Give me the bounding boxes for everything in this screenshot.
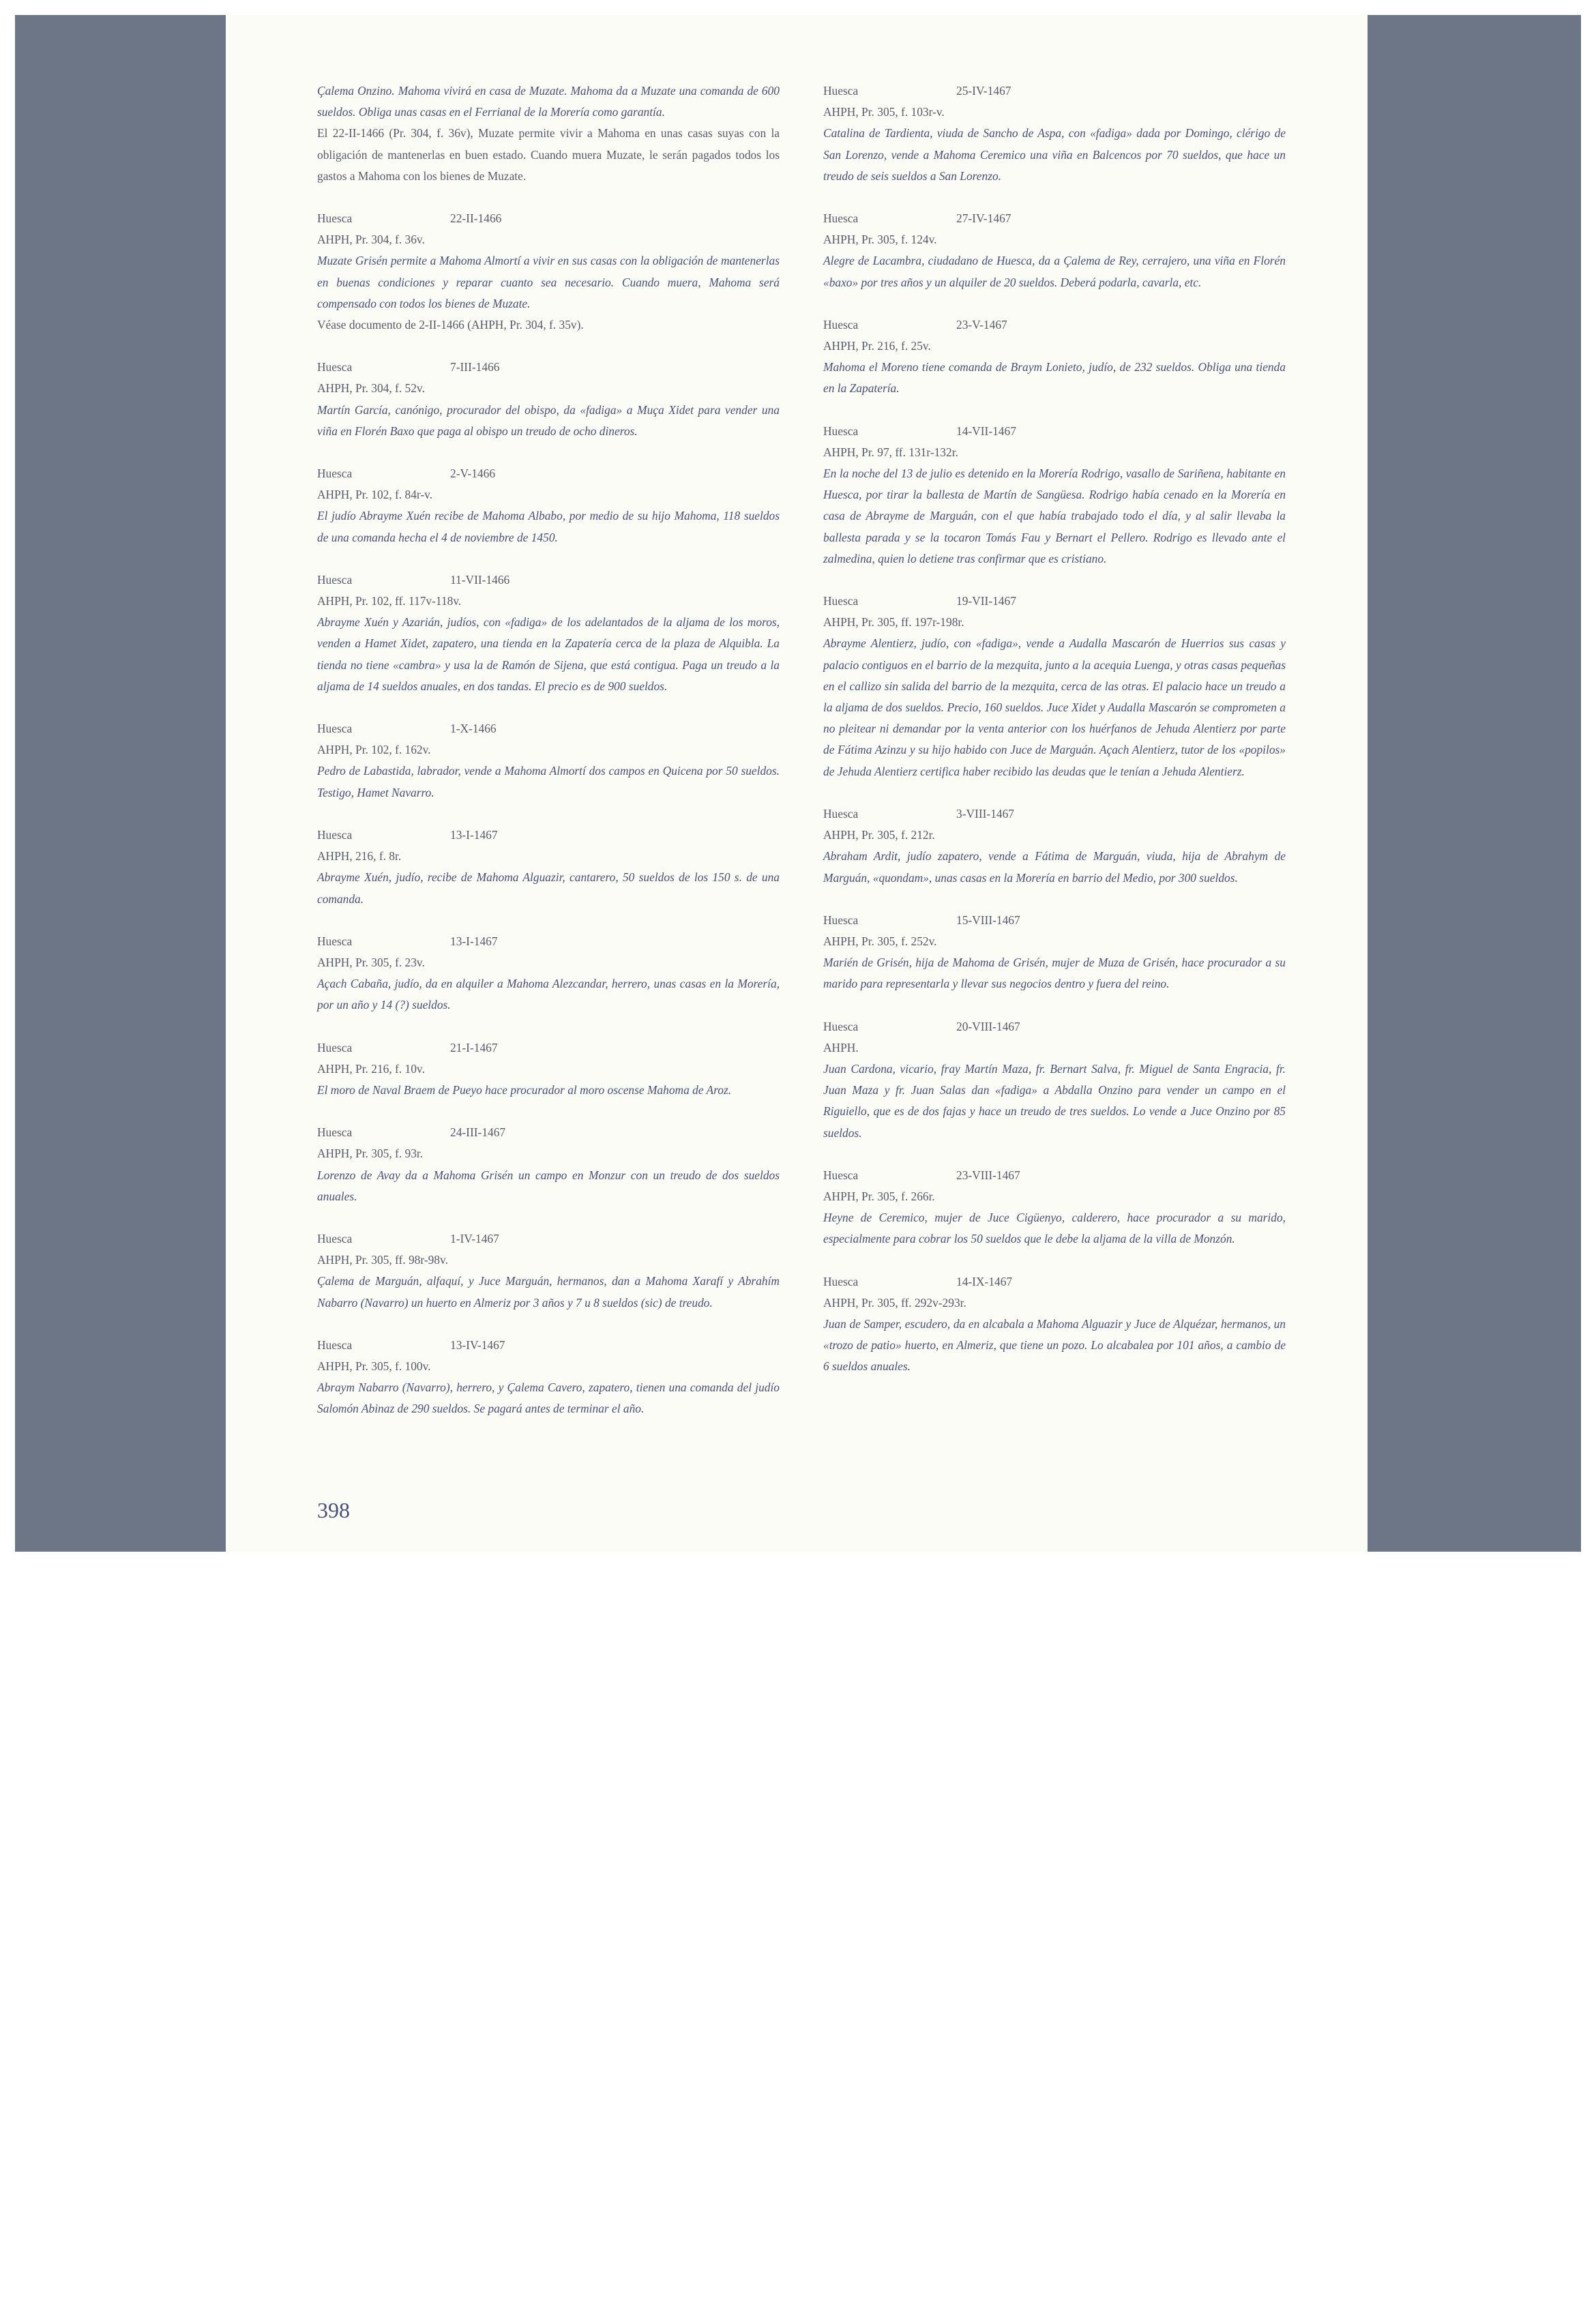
entry-summary: Muzate Grisén permite a Mahoma Almortí a vivir en sus casas con la obligación de mantenerlas en buenas condiciones y reparar cuanto sea necesario. Cuando muera, Mahoma será compensado con todos los bienes de Muzate. (317, 254, 780, 310)
entry-archive-reference: AHPH, Pr. 305, f. 100v. (317, 1359, 431, 1373)
entry-summary: El judío Abrayme Xuén recibe de Mahoma Albabo, por medio de su hijo Mahoma, 118 sueldos de una comanda hecha el 4 de noviembre de 1450. (317, 509, 780, 544)
entry-summary: Abraym Nabarro (Navarro), herrero, y Çalema Cavero, zapatero, tienen una comanda del judío Salomón Abinaz de 290 sueldos. Se pagará antes de terminar el año. (317, 1380, 780, 1416)
entry-archive-reference: AHPH, Pr. 305, ff. 98r-98v. (317, 1253, 448, 1267)
entry-place: Huesca (823, 806, 859, 821)
document-entry (317, 1228, 780, 1314)
entry-summary: El moro de Naval Braem de Pueyo hace procurador al moro oscense Mahoma de Aroz. (317, 1082, 732, 1097)
entry-date: 7-III-1466 (450, 360, 500, 374)
document-entry (823, 314, 1286, 400)
entry-archive-reference: AHPH, Pr. 305, ff. 292v-293r. (823, 1295, 966, 1310)
entry-place: Huesca (823, 84, 859, 98)
document-entry (823, 80, 1286, 187)
right-column (823, 80, 1286, 1378)
entry-header (823, 910, 1286, 931)
document-entry (317, 208, 780, 336)
entry-place: Huesca (317, 934, 353, 948)
entry-archive-reference: AHPH. (823, 1040, 859, 1054)
entry-header (317, 718, 780, 739)
entry-archive-reference: AHPH, Pr. 305, f. 103r-v. (823, 105, 945, 119)
entry-place: Huesca (317, 1125, 353, 1140)
entry-date: 1-IV-1467 (450, 1231, 499, 1245)
intro-paragraph: Çalema Onzino. Mahoma vivirá en casa de Muzate. Mahoma da a Muzate una comanda de 600 sueldos. Obliga unas casas en el Ferrianal de la Morería como garantía. (317, 84, 780, 119)
entry-header (823, 1016, 1286, 1037)
entry-summary: Alegre de Lacambra, ciudadano de Huesca, da a Çalema de Rey, cerrajero, una viña en Florén «baxo» por tres años y un alquiler de 20 sueldos. Deberá podarla, cavarla, etc. (823, 254, 1286, 289)
entry-date: 25-IV-1467 (956, 84, 1011, 98)
intro-paragraph: El 22-II-1466 (Pr. 304, f. 36v), Muzate permite vivir a Mahoma en unas casas suyas con la obligación de mantenerlas en buen estado. Cuando muera Muzate, le serán pagados todos los gastos a Mahoma con los bienes de Muzate. (317, 126, 780, 183)
entry-summary: Véase documento de 2-II-1466 (AHPH, Pr. 304, f. 35v). (317, 318, 584, 332)
entry-archive-reference: AHPH, Pr. 305, f. 124v. (823, 233, 937, 247)
entry-header (317, 1335, 780, 1356)
entry-header (317, 1037, 780, 1059)
document-entry (823, 591, 1286, 782)
entry-date: 13-I-1467 (450, 827, 498, 842)
document-entry (317, 1037, 780, 1102)
entry-summary: Abrayme Xuén, judío, recibe de Mahoma Alguazir, cantarero, 50 sueldos de los 150 s. de una comanda. (317, 870, 780, 906)
entry-place: Huesca (823, 1168, 859, 1182)
entry-place: Huesca (823, 913, 859, 927)
entry-archive-reference: AHPH, Pr. 305, f. 212r. (823, 828, 935, 842)
document-entry (823, 208, 1286, 293)
entry-archive-reference: AHPH, Pr. 216, f. 10v. (317, 1061, 425, 1076)
entry-date: 13-IV-1467 (450, 1338, 505, 1352)
left-intro (317, 80, 780, 187)
entry-date: 15-VIII-1467 (956, 913, 1020, 927)
entry-date: 19-VII-1467 (956, 594, 1016, 608)
entry-date: 3-VIII-1467 (956, 806, 1014, 821)
entry-place: Huesca (317, 211, 353, 226)
page-number: 398 (317, 1498, 350, 1522)
entry-header (823, 80, 1286, 102)
entry-archive-reference: AHPH, Pr. 97, ff. 131r-132r. (823, 445, 958, 459)
entry-archive-reference: AHPH, Pr. 304, f. 36v. (317, 233, 425, 247)
entry-place: Huesca (317, 360, 353, 374)
entry-header (317, 208, 780, 229)
entry-summary: Açach Cabaña, judío, da en alquiler a Mahoma Alezcandar, herrero, unas casas en la Morería, por un año y 14 (?) sueldos. (317, 977, 780, 1012)
entry-summary: Mahoma el Moreno tiene comanda de Braym Lonieto, judío, de 232 sueldos. Obliga una tienda en la Zapatería. (823, 360, 1286, 396)
entry-date: 13-I-1467 (450, 934, 498, 948)
entry-date: 27-IV-1467 (956, 211, 1011, 226)
document-entry (317, 931, 780, 1016)
entry-archive-reference: AHPH, Pr. 305, f. 93r. (317, 1147, 424, 1161)
document-entry (823, 1016, 1286, 1144)
entry-date: 2-V-1466 (450, 467, 496, 481)
document-entry (317, 1335, 780, 1420)
entry-header (317, 357, 780, 378)
document-entry (823, 1271, 1286, 1378)
entry-date: 14-VII-1467 (956, 424, 1016, 438)
document-entry (823, 910, 1286, 995)
entry-archive-reference: AHPH, Pr. 305, f. 266r. (823, 1189, 935, 1203)
entry-place: Huesca (317, 722, 353, 736)
entry-summary: Martín García, canónigo, procurador del obispo, da «fadiga» a Muça Xidet para vender una viña en Florén Baxo que paga al obispo un treudo de ocho dineros. (317, 402, 780, 438)
entry-summary: Abrayme Alentierz, judío, con «fadiga», vende a Audalla Mascarón de Huerrios sus casas y palacio contiguos en el barrio de la mezquita, junto a la acequia Luenga, y otras casas pequeñas en el callizo sin salida del barrio de la mezquita, cerca de las otras. El palacio hace un treudo a la aljama de dos sueldos. Precio, 160 sueldos. Juce Xidet y Audalla Mascarón se comprometen a no pleitear ni demandar por la venta anterior con los huérfanos de Jehuda Alentierz por parte de Fátima Azinzu y su hijo habido con Juce de Marguán. Açach Alentierz, tutor de los «popilos» de Jehuda Alentierz certifica haber recibido las deudas que le tenían a Jehuda Alentierz. (823, 636, 1286, 778)
entry-place: Huesca (317, 467, 353, 481)
entry-archive-reference: AHPH, Pr. 102, f. 162v. (317, 743, 431, 757)
entry-date: 11-VII-1466 (450, 572, 510, 587)
document-entry (317, 1122, 780, 1207)
entry-summary: Çalema de Marguán, alfaquí, y Juce Marguán, hermanos, dan a Mahoma Xarafí y Abrahím Nabarro (Navarro) un huerto en Almeriz por 3 años y 7 u 8 sueldos (sic) de treudo. (317, 1274, 780, 1310)
document-entry (317, 825, 780, 910)
entry-place: Huesca (317, 1338, 353, 1352)
entry-archive-reference: AHPH, Pr. 304, f. 52v. (317, 381, 425, 396)
entry-date: 20-VIII-1467 (956, 1019, 1020, 1033)
entry-header (317, 825, 780, 846)
entry-header (317, 463, 780, 484)
entry-header (317, 1122, 780, 1143)
entry-archive-reference: AHPH, Pr. 305, f. 23v. (317, 955, 425, 969)
entry-place: Huesca (317, 572, 353, 587)
entry-place: Huesca (823, 1019, 859, 1033)
entry-header (823, 1165, 1286, 1186)
entry-header (823, 591, 1286, 612)
left-column (317, 80, 780, 1420)
entry-archive-reference: AHPH, Pr. 305, ff. 197r-198r. (823, 615, 964, 630)
entry-place: Huesca (317, 1040, 353, 1054)
entry-place: Huesca (823, 424, 859, 438)
document-entry (823, 421, 1286, 570)
entry-summary: Pedro de Labastida, labrador, vende a Mahoma Almortí dos campos en Quicena por 50 sueldos. Testigo, Hamet Navarro. (317, 764, 780, 799)
entry-date: 1-X-1466 (450, 722, 497, 736)
entry-header (317, 1228, 780, 1250)
entry-header (317, 570, 780, 591)
entry-header (823, 421, 1286, 442)
entry-place: Huesca (317, 1231, 353, 1245)
document-entry (317, 570, 780, 697)
right-entries (823, 80, 1286, 1378)
entry-summary: Juan de Samper, escudero, da en alcabala a Mahoma Alguazir y Juce de Alquézar, hermanos, un «trozo de patio» huerto, en Almeriz, que tiene un pozo. Lo alcabalea por 101 años, a cambio de 6 sueldos anuales. (823, 1316, 1286, 1374)
entry-date: 23-VIII-1467 (956, 1168, 1020, 1182)
entry-archive-reference: AHPH, Pr. 216, f. 25v. (823, 339, 931, 353)
entry-header (823, 208, 1286, 229)
entry-header (823, 314, 1286, 336)
entry-date: 24-III-1467 (450, 1125, 506, 1140)
entry-summary: Abraham Ardit, judío zapatero, vende a Fátima de Marguán, viuda, hija de Abrahym de Marguán, «quondam», unas casas en la Morería en barrio del Medio, por 300 sueldos. (823, 849, 1286, 885)
entry-place: Huesca (317, 827, 353, 842)
entry-date: 21-I-1467 (450, 1040, 498, 1054)
entry-date: 22-II-1466 (450, 211, 502, 226)
entry-place: Huesca (823, 211, 859, 226)
entry-summary: Heyne de Ceremico, mujer de Juce Cigüenyo, calderero, hace procurador a su marido, especialmente para cobrar los 50 sueldos que le debe la aljama de la villa de Monzón. (823, 1211, 1286, 1246)
entry-archive-reference: AHPH, 216, f. 8r. (317, 849, 402, 863)
entry-summary: Abrayme Xuén y Azarián, judíos, con «fadiga» de los adelantados de la aljama de los moros, venden a Hamet Xidet, zapatero, una tienda en la Zapatería cerca de la plaza de Alquibla. La tienda no tiene «cambra» y usa la de Ramón de Sijena, que está contigua. Paga un treudo a la aljama de 14 sueldos anuales, en dos tandas. El precio es de 900 sueldos. (317, 615, 780, 693)
entry-archive-reference: AHPH, Pr. 102, f. 84r-v. (317, 488, 433, 502)
left-entries (317, 208, 780, 1420)
entry-date: 14-IX-1467 (956, 1274, 1013, 1288)
entry-header (823, 1271, 1286, 1293)
document-entry (317, 463, 780, 548)
entry-summary: Marién de Grisén, hija de Mahoma de Grisén, mujer de Muza de Grisén, hace procurador a su marido para representarla y llevar sus negocios dentro y fuera del reino. (823, 956, 1286, 991)
entry-summary: Juan Cardona, vicario, fray Martín Maza, fr. Bernart Salva, fr. Miguel de Santa Engracia, fr. Juan Maza y fr. Juan Salas dan «fadiga» a Abdalla Onzino para vender un campo en el Riguiello, que es de dos fajas y hace un treudo de tres sueldos. Lo vende a Juce Onzino por 85 sueldos. (823, 1061, 1286, 1140)
entry-header (823, 803, 1286, 825)
entry-summary: Catalina de Tardienta, viuda de Sancho de Aspa, con «fadiga» dada por Domingo, clérigo de San Lorenzo, vende a Mahoma Ceremico una viña en Balcencos por 70 sueldos, que hace un treudo de seis sueldos a San Lorenzo. (823, 126, 1286, 183)
document-entry (317, 357, 780, 442)
entry-date: 23-V-1467 (956, 317, 1007, 331)
entry-place: Huesca (823, 594, 859, 608)
entry-archive-reference: AHPH, Pr. 305, f. 252v. (823, 934, 937, 948)
document-entry (823, 1165, 1286, 1250)
entry-summary: Lorenzo de Avay da a Mahoma Grisén un campo en Monzur con un treudo de dos sueldos anuales. (317, 1168, 780, 1203)
entry-header (317, 931, 780, 952)
entry-summary: En la noche del 13 de julio es detenido en la Morería Rodrigo, vasallo de Sariñena, habitante en Huesca, por tirar la ballesta de Martín de Sangüesa. Rodrigo había cenado en la Morería en casa de Abrayme de Marguán, con el que había trabajado todo el día, y al salir llevaba la ballesta parada y se la tocaron Tomás Fau y Bernart el Pellero. Rodrigo es llevado ante el zalmedina, quien lo detiene tras confirmar que es cristiano. (823, 467, 1286, 565)
entry-place: Huesca (823, 317, 859, 331)
document-entry (317, 718, 780, 803)
entry-place: Huesca (823, 1274, 859, 1288)
document-entry (823, 803, 1286, 889)
entry-archive-reference: AHPH, Pr. 102, ff. 117v-118v. (317, 594, 462, 608)
